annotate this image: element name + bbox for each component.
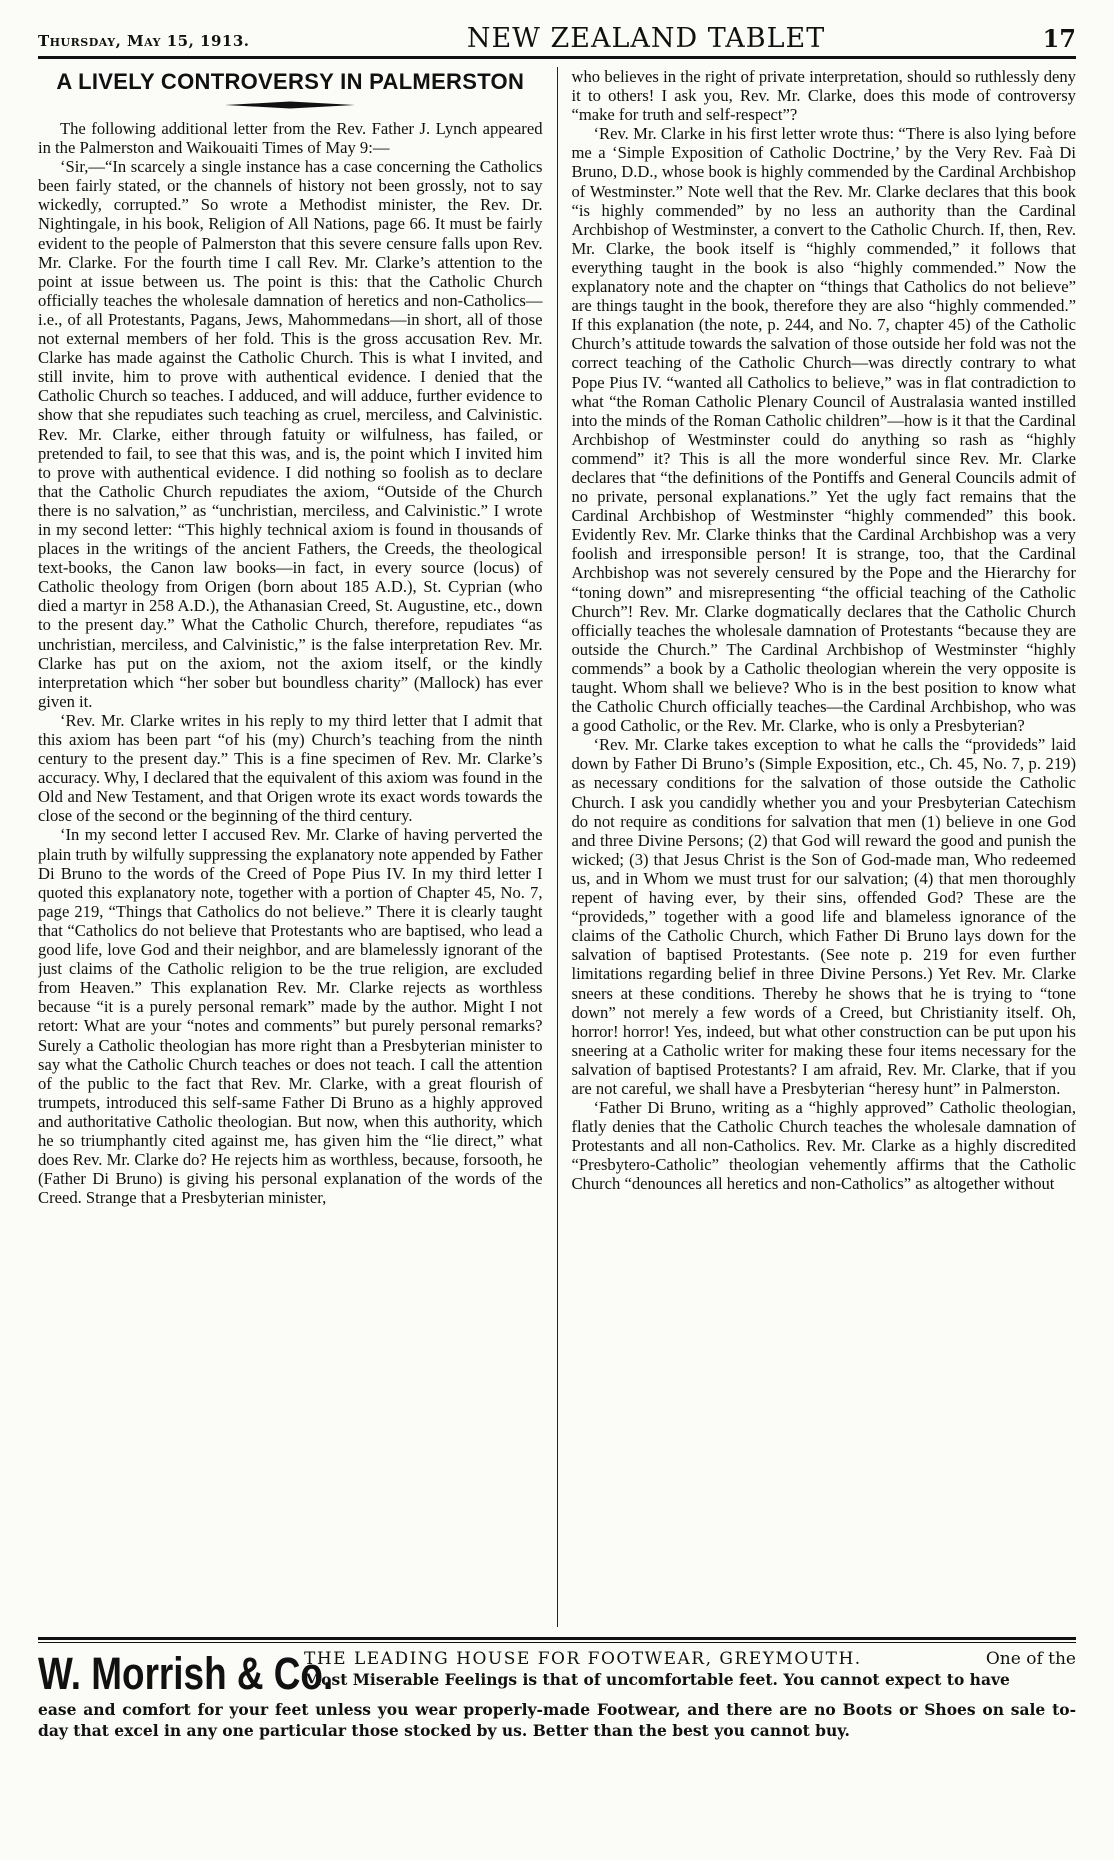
advertisement bbox=[38, 1649, 1076, 1699]
ad-headline: THE LEADING HOUSE FOR FOOTWEAR, GREYMOUTH. bbox=[304, 1649, 862, 1669]
article-paragraph: who believes in the right of private interpretation, should so ruthlessly deny it to others! I ask you, Rev. Mr. Clarke, does this mode of controversy “make for truth and self-respect”? bbox=[571, 67, 1076, 125]
ad-body: ease and comfort for your feet unless you wear properly-made Footwear, and there are no Boots or Shoes on sale to-day that excel in any one particular those stocked by us. Better than the best you cannot buy. bbox=[38, 1700, 1076, 1740]
article-headline: A LIVELY CONTROVERSY IN PALMERSTON bbox=[56, 69, 525, 94]
newspaper-title: NEW ZEALAND TABLET bbox=[466, 23, 826, 54]
article-paragraph: ‘In my second letter I accused Rev. Mr. Clarke of having perverted the plain truth by wilfully suppressing the explanatory note appended by Father Di Bruno to the words of the Creed of Pope Pius IV. In my third letter I quoted this explanatory note, together with a portion of Chapter 45, No. 7, page 219, “Things that Catholics do not believe.” There it is clearly taught that “Catholics do not believe that Protestants who are baptised, who lead a good life, love God and their neighbor, and are blamelessly ignorant of the just claims of the Catholic religion to be the true religion, are excluded from Heaven.” This explanation Rev. Mr. Clarke rejects as worthless because “it is a purely personal remark” made by the author. Might I not retort: What are your “notes and comments” but purely personal remarks? Surely a Catholic theologian has more right than a Presbyterian minister to say what the Catholic Church teaches or does not teach. I call the attention of the public to the fact that Rev. Mr. Clarke, with a great flourish of trumpets, introduced this self-same Father Di Bruno as a highly approved and authoritative Catholic theologian. But now, when this authority, which he so triumphantly cited against me, has given him the “lie direct,” what does Rev. Mr. Clarke do? He rejects him as worthless, because, forsooth, he (Father Di Bruno) is giving his personal explanation of the words of the Creed. Strange that a Presbyterian minister, bbox=[38, 825, 543, 1208]
ad-headline-line bbox=[304, 1649, 1076, 1669]
ad-rule-inner bbox=[38, 1642, 1076, 1643]
headline-ornament bbox=[38, 101, 543, 109]
ornament-rule-icon bbox=[225, 101, 355, 109]
right-column bbox=[557, 67, 1076, 1627]
article-paragraph: ‘Father Di Bruno, writing as a “highly approved” Catholic theologian, flatly denies that the Catholic Church teaches the wholesale damnation of Protestants and all non-Catholics. Rev. Mr. Clarke as a highly discredited “Presbytero-Catholic” theologian vehemently affirms that the Catholic Church “denounces all heretics and non-Catholics” as altogether without bbox=[571, 1098, 1076, 1194]
advertisement-rules bbox=[38, 1637, 1076, 1643]
ad-rule-top bbox=[38, 1637, 1076, 1640]
advertiser-name: W. Morrish & Co. bbox=[38, 1648, 334, 1699]
article-paragraph: ‘Sir,—“In scarcely a single instance has a case concerning the Catholics been fairly stated, or the channels of history not been grossly, not to say wickedly, corrupted.” So wrote a Methodist minister, the Rev. Dr. Nightingale, in his book, Religion of All Nations, page 66. It must be fairly evident to the people of Palmerston that this severe censure falls upon Rev. Mr. Clarke. For the fourth time I call Rev. Mr. Clarke’s attention to the point at issue between us. The point is this: that the Catholic Church officially teaches the wholesale damnation of heretics and non-Catholics—i.e., of all Protestants, Pagans, Jews, Mahommedans—in short, all of those not external members of her fold. This is the gross accusation Rev. Mr. Clarke has made against the Catholic Church. This is what I invited, and still invite, him to prove with authentical evidence. I denied that the Catholic Church so teaches. I adduced, and will adduce, further evidence to show that she repudiates such teaching as cruel, merciless, and Calvinistic. Rev. Mr. Clarke, either through fatuity or wilfulness, has failed, or pretended to fail, to see that this was, and is, the point which I invited him to prove with authentical evidence. I did nothing so foolish as to declare that the Catholic Church repudiates the axiom, “Outside of the Church there is no salvation,” as “unchristian, merciless, and Calvinistic.” I wrote in my second letter: “This highly technical axiom is found in thousands of places in the writings of the ancient Fathers, the Creeds, the theological text-books, the Canon law books—in fact, in every source (locus) of Catholic theology from Origen (born about 185 A.D.), St. Cyprian (who died a martyr in 258 A.D.), the Athanasian Creed, St. Augustine, etc., down to the present day.” What the Catholic Church, therefore, repudiates “as unchristian, merciless, and Calvinistic,” is the false interpretation Rev. Mr. Clarke has put on the axiom, not the axiom itself, or the kindly interpretation which “her sober but boundless charity” (Mallock) has ever given it. bbox=[38, 157, 543, 711]
ad-line-two: Most Miserable Feelings is that of uncomfortable feet. You cannot expect to have bbox=[304, 1670, 1010, 1689]
masthead bbox=[38, 20, 1076, 54]
issue-date: Thursday, May 15, 1913. bbox=[38, 32, 250, 50]
article-paragraph: The following additional letter from the Rev. Father J. Lynch appeared in the Palmerston and Waikouaiti Times of May 9:— bbox=[38, 119, 543, 158]
ad-headline-tail: One of the bbox=[985, 1649, 1076, 1669]
article-paragraph: ‘Rev. Mr. Clarke takes exception to what he calls the “provideds” laid down by Father Di Bruno’s (Simple Exposition, etc., Ch. 45, No. 7, p. 219) as necessary conditions for the salvation of those outside the Catholic Church. I ask you candidly whether you and your Presbyterian Catechism do not require as conditions for salvation that men (1) believe in one God and three Divine Persons; (2) that God will reward the good and punish the wicked; (3) that Jesus Christ is the Son of God-made man, Who redeemed us, and in Whom we must trust for our salvation; (4) that men thoroughly repent of having ever, by their sins, offended God? These are the “provideds,” together with a good life and blameless ignorance of the claims of the Catholic Church, which Father Di Bruno lays down for the salvation of baptised Protestants. (See note p. 219 for even further limitations regarding belief in three Divine Persons.) Yet Rev. Mr. Clarke sneers at these conditions. Thereby he shows that he is trying to “tone down” not merely a few words of a Creed, but Christianity itself. Oh, horror! horror! Yes, indeed, but what other construction can be put upon his sneering at a Catholic writer for making these four items necessary for the salvation of baptised Protestants? I am afraid, Rev. Mr. Clarke, that if you are not careful, we shall have a Presbyterian “heresy hunt” in Palmerston. bbox=[571, 735, 1076, 1098]
left-column bbox=[38, 67, 557, 1627]
advertisement-copy bbox=[304, 1649, 1076, 1690]
article-paragraph: ‘Rev. Mr. Clarke writes in his reply to my third letter that I admit that this axiom has been part “of his (my) Church’s teaching from the ninth century to the present day.” This is a fine specimen of Rev. Mr. Clarke’s accuracy. Why, I declared that the equivalent of this axiom was found in the Old and New Testament, and that Origen wrote its exact words towards the close of the second or the beginning of the third century. bbox=[38, 710, 543, 826]
article-columns bbox=[38, 67, 1076, 1627]
article-paragraph: ‘Rev. Mr. Clarke in his first letter wrote thus: “There is also lying before me a ‘Simple Exposition of Catholic Doctrine,’ by the Very Rev. Faà Di Bruno, D.D., whose book is highly commended by the Cardinal Archbishop of Westminster.” Note well that the Rev. Mr. Clarke declares that this book “is highly commended” by no less an authority than the Cardinal Archbishop of Westminster, a convert to the Catholic Church. If, then, Rev. Mr. Clarke, the book itself is “highly commended,” it follows that everything taught in the book is also “highly commended.” Now the explanatory note and the chapter on “things that Catholics do not believe” are things taught in the book, therefore they are also “highly commended.” If this explanation (the note, p. 244, and No. 7, chapter 45) of the Catholic Church’s attitude towards the salvation of those outside her fold was not the correct teaching of the Catholic Church—was directly contrary to what Pope Pius IV. “wanted all Catholics to believe,” was in flat contradiction to what “the Roman Catholic Plenary Council of Australasia wanted instilled into the minds of the Roman Catholic children”—how is it that the Cardinal Archbishop of Westminster could do anything so rash as “highly commend” it? This is all the more wonderful since Rev. Mr. Clarke declares that “the definitions of the Pontiffs and General Councils admit of no private, personal explanations.” Yet the ugly fact remains that the Cardinal Archbishop of Westminster “highly commended” this book. Evidently Rev. Mr. Clarke thinks that the Cardinal Archbishop was a very foolish and irresponsible person! It is strange, too, that the Cardinal Archbishop was not severely censured by the Pope and the Hierarchy for “toning down” and misrepresenting “the official teaching of the Catholic Church”! Rev. Mr. Clarke dogmatically declares that the Catholic Church officially teaches the wholesale damnation of Protestants “because they are outside the Church.” The Cardinal Archbishop of Westminster “highly commends” a book by a Catholic theologian wherein the very opposite is taught. Whom shall we believe? Who is in the best position to know what the Catholic Church officially teaches—the Cardinal Archbishop, who was a good Catholic, or the Rev. Mr. Clarke, who is only a Presbyterian? bbox=[571, 124, 1076, 736]
masthead-rule bbox=[38, 56, 1076, 59]
page-number: 17 bbox=[1042, 24, 1076, 53]
